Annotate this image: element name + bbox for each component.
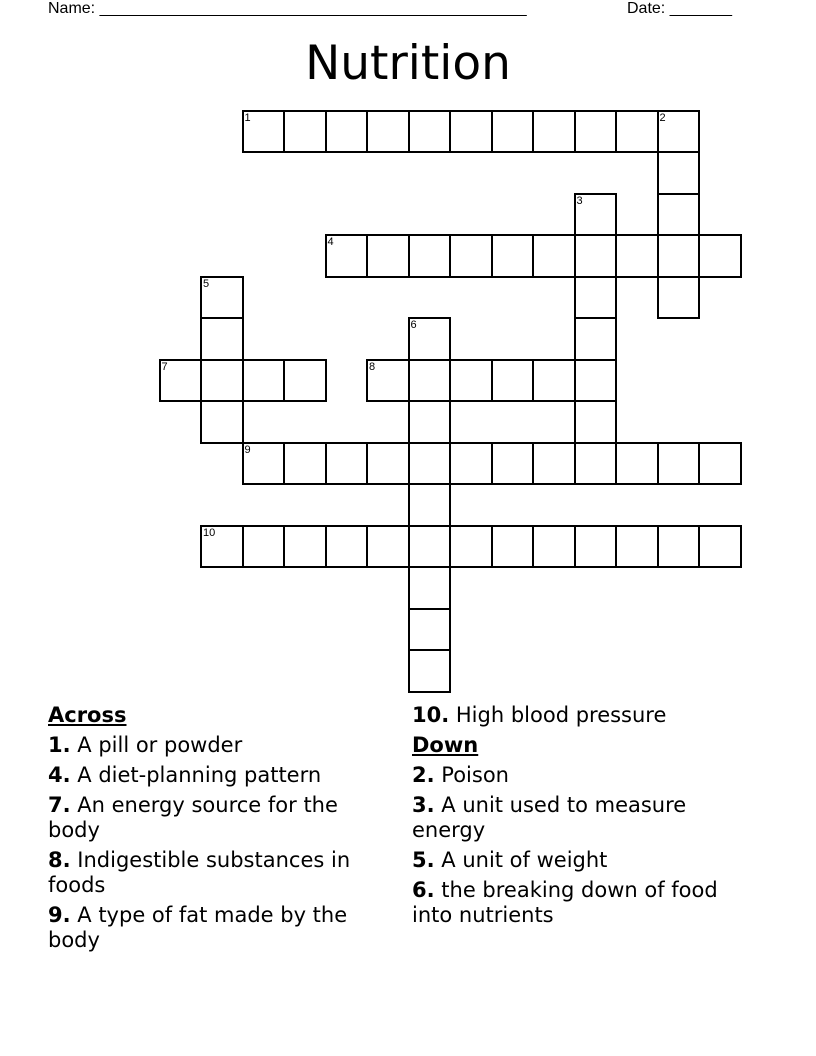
- clue-text: A type of fat made by the body: [48, 903, 348, 952]
- grid-cell[interactable]: [200, 359, 244, 403]
- grid-cell[interactable]: [574, 234, 618, 278]
- grid-cell[interactable]: [366, 110, 410, 154]
- grid-cell[interactable]: [366, 234, 410, 278]
- clues-right-column: [412, 703, 757, 933]
- grid-cell[interactable]: [574, 442, 618, 486]
- clue-number: 6.: [412, 878, 435, 902]
- grid-cell[interactable]: [200, 276, 244, 320]
- grid-cell[interactable]: [615, 442, 659, 486]
- grid-cell[interactable]: [532, 359, 576, 403]
- grid-cell[interactable]: [242, 442, 286, 486]
- clue-across-1: [48, 733, 393, 758]
- clue-text: Poison: [441, 763, 509, 787]
- clue-down-6: [412, 878, 757, 928]
- grid-cell[interactable]: [408, 566, 452, 610]
- clue-number: 5.: [412, 848, 435, 872]
- grid-cell[interactable]: [283, 525, 327, 569]
- clues-left-column: [48, 703, 393, 958]
- grid-cell[interactable]: [242, 110, 286, 154]
- grid-cell[interactable]: [200, 317, 244, 361]
- down-heading: Down: [412, 733, 479, 757]
- grid-cell[interactable]: [200, 525, 244, 569]
- grid-cell[interactable]: [325, 525, 369, 569]
- grid-cell[interactable]: [574, 110, 618, 154]
- grid-cell[interactable]: [408, 400, 452, 444]
- clue-text: High blood pressure: [455, 703, 667, 727]
- clue-number: 9.: [48, 903, 71, 927]
- grid-cell[interactable]: [449, 442, 493, 486]
- clue-number: 1.: [48, 733, 71, 757]
- grid-cell[interactable]: [491, 525, 535, 569]
- clue-number: 10.: [412, 703, 450, 727]
- grid-cell[interactable]: [200, 400, 244, 444]
- grid-cell[interactable]: [532, 110, 576, 154]
- page-title: Nutrition: [305, 36, 511, 91]
- name-field[interactable]: Name: ________________________________________________: [48, 0, 527, 17]
- clue-number-label: 9: [244, 443, 251, 456]
- grid-cell[interactable]: [242, 359, 286, 403]
- clue-text: Indigestible substances in foods: [48, 848, 351, 897]
- grid-cell[interactable]: [366, 359, 410, 403]
- clue-text: A pill or powder: [77, 733, 243, 757]
- clue-number-label: 6: [410, 319, 417, 331]
- grid-cell[interactable]: [408, 442, 452, 486]
- grid-cell[interactable]: [657, 151, 701, 195]
- grid-cell[interactable]: [283, 359, 327, 403]
- grid-cell[interactable]: [532, 525, 576, 569]
- grid-cell[interactable]: [408, 649, 452, 693]
- clue-down-3: [412, 793, 757, 843]
- grid-cell[interactable]: [657, 276, 701, 320]
- grid-cell[interactable]: [449, 359, 493, 403]
- grid-cell[interactable]: [491, 359, 535, 403]
- clue-text: the breaking down of food into nutrients: [412, 878, 718, 927]
- grid-cell[interactable]: [325, 110, 369, 154]
- grid-cell[interactable]: [491, 110, 535, 154]
- grid-cell[interactable]: [408, 317, 452, 361]
- grid-cell[interactable]: [449, 110, 493, 154]
- grid-cell[interactable]: [408, 525, 452, 569]
- grid-cell[interactable]: [449, 525, 493, 569]
- grid-cell[interactable]: [574, 317, 618, 361]
- grid-cell[interactable]: [574, 276, 618, 320]
- grid-cell[interactable]: [408, 608, 452, 652]
- clue-number: 2.: [412, 763, 435, 787]
- grid-cell[interactable]: [615, 110, 659, 154]
- grid-cell[interactable]: [657, 442, 701, 486]
- grid-cell[interactable]: [698, 234, 742, 278]
- clue-number-label: 8: [369, 360, 376, 373]
- clue-down-2: [412, 763, 757, 788]
- grid-cell[interactable]: [657, 110, 701, 154]
- clue-number: 3.: [412, 793, 435, 817]
- grid-cell[interactable]: [532, 442, 576, 486]
- clue-across-8: [48, 848, 393, 898]
- grid-cell[interactable]: [366, 525, 410, 569]
- clue-down-5: [412, 848, 757, 873]
- clue-number: 7.: [48, 793, 71, 817]
- clue-number-label: 3: [576, 194, 583, 207]
- clue-number: 8.: [48, 848, 71, 872]
- grid-cell[interactable]: [325, 442, 369, 486]
- grid-cell[interactable]: [283, 442, 327, 486]
- grid-cell[interactable]: [657, 193, 701, 237]
- grid-cell[interactable]: [574, 359, 618, 403]
- clue-number-label: 2: [659, 111, 666, 124]
- clue-text: A unit used to measure energy: [412, 793, 687, 842]
- clue-number-label: 5: [203, 277, 210, 290]
- clue-number-label: 7: [161, 360, 168, 373]
- grid-cell[interactable]: [574, 400, 618, 444]
- grid-cell[interactable]: [408, 483, 452, 527]
- grid-cell[interactable]: [408, 359, 452, 403]
- date-field[interactable]: Date: _______: [627, 0, 732, 17]
- grid-cell[interactable]: [283, 110, 327, 154]
- clue-number: 4.: [48, 763, 71, 787]
- grid-cell[interactable]: [366, 442, 410, 486]
- grid-cell[interactable]: [491, 442, 535, 486]
- grid-cell[interactable]: [532, 234, 576, 278]
- clue-across-4: [48, 763, 393, 788]
- grid-cell[interactable]: [698, 525, 742, 569]
- grid-cell[interactable]: [657, 525, 701, 569]
- clue-number-label: 10: [203, 526, 216, 539]
- grid-cell[interactable]: [408, 234, 452, 278]
- grid-cell[interactable]: [408, 110, 452, 154]
- grid-cell[interactable]: [657, 234, 701, 278]
- across-heading: Across: [48, 703, 127, 727]
- clue-across-10: [412, 703, 757, 728]
- grid-cell[interactable]: [574, 193, 618, 237]
- clue-text: A diet-planning pattern: [77, 763, 322, 787]
- grid-cell[interactable]: [449, 234, 493, 278]
- clue-across-9: [48, 903, 393, 953]
- clue-text: An energy source for the body: [48, 793, 338, 842]
- grid-cell[interactable]: [242, 525, 286, 569]
- grid-cell[interactable]: [574, 525, 618, 569]
- clue-number-label: 4: [327, 236, 334, 248]
- grid-cell[interactable]: [698, 442, 742, 486]
- grid-cell[interactable]: [491, 234, 535, 278]
- grid-cell[interactable]: [159, 359, 203, 403]
- clue-text: A unit of weight: [441, 848, 608, 872]
- grid-cell[interactable]: [325, 234, 369, 278]
- clue-number-label: 1: [244, 111, 251, 124]
- clue-across-7: [48, 793, 393, 843]
- grid-cell[interactable]: [615, 234, 659, 278]
- grid-cell[interactable]: [615, 525, 659, 569]
